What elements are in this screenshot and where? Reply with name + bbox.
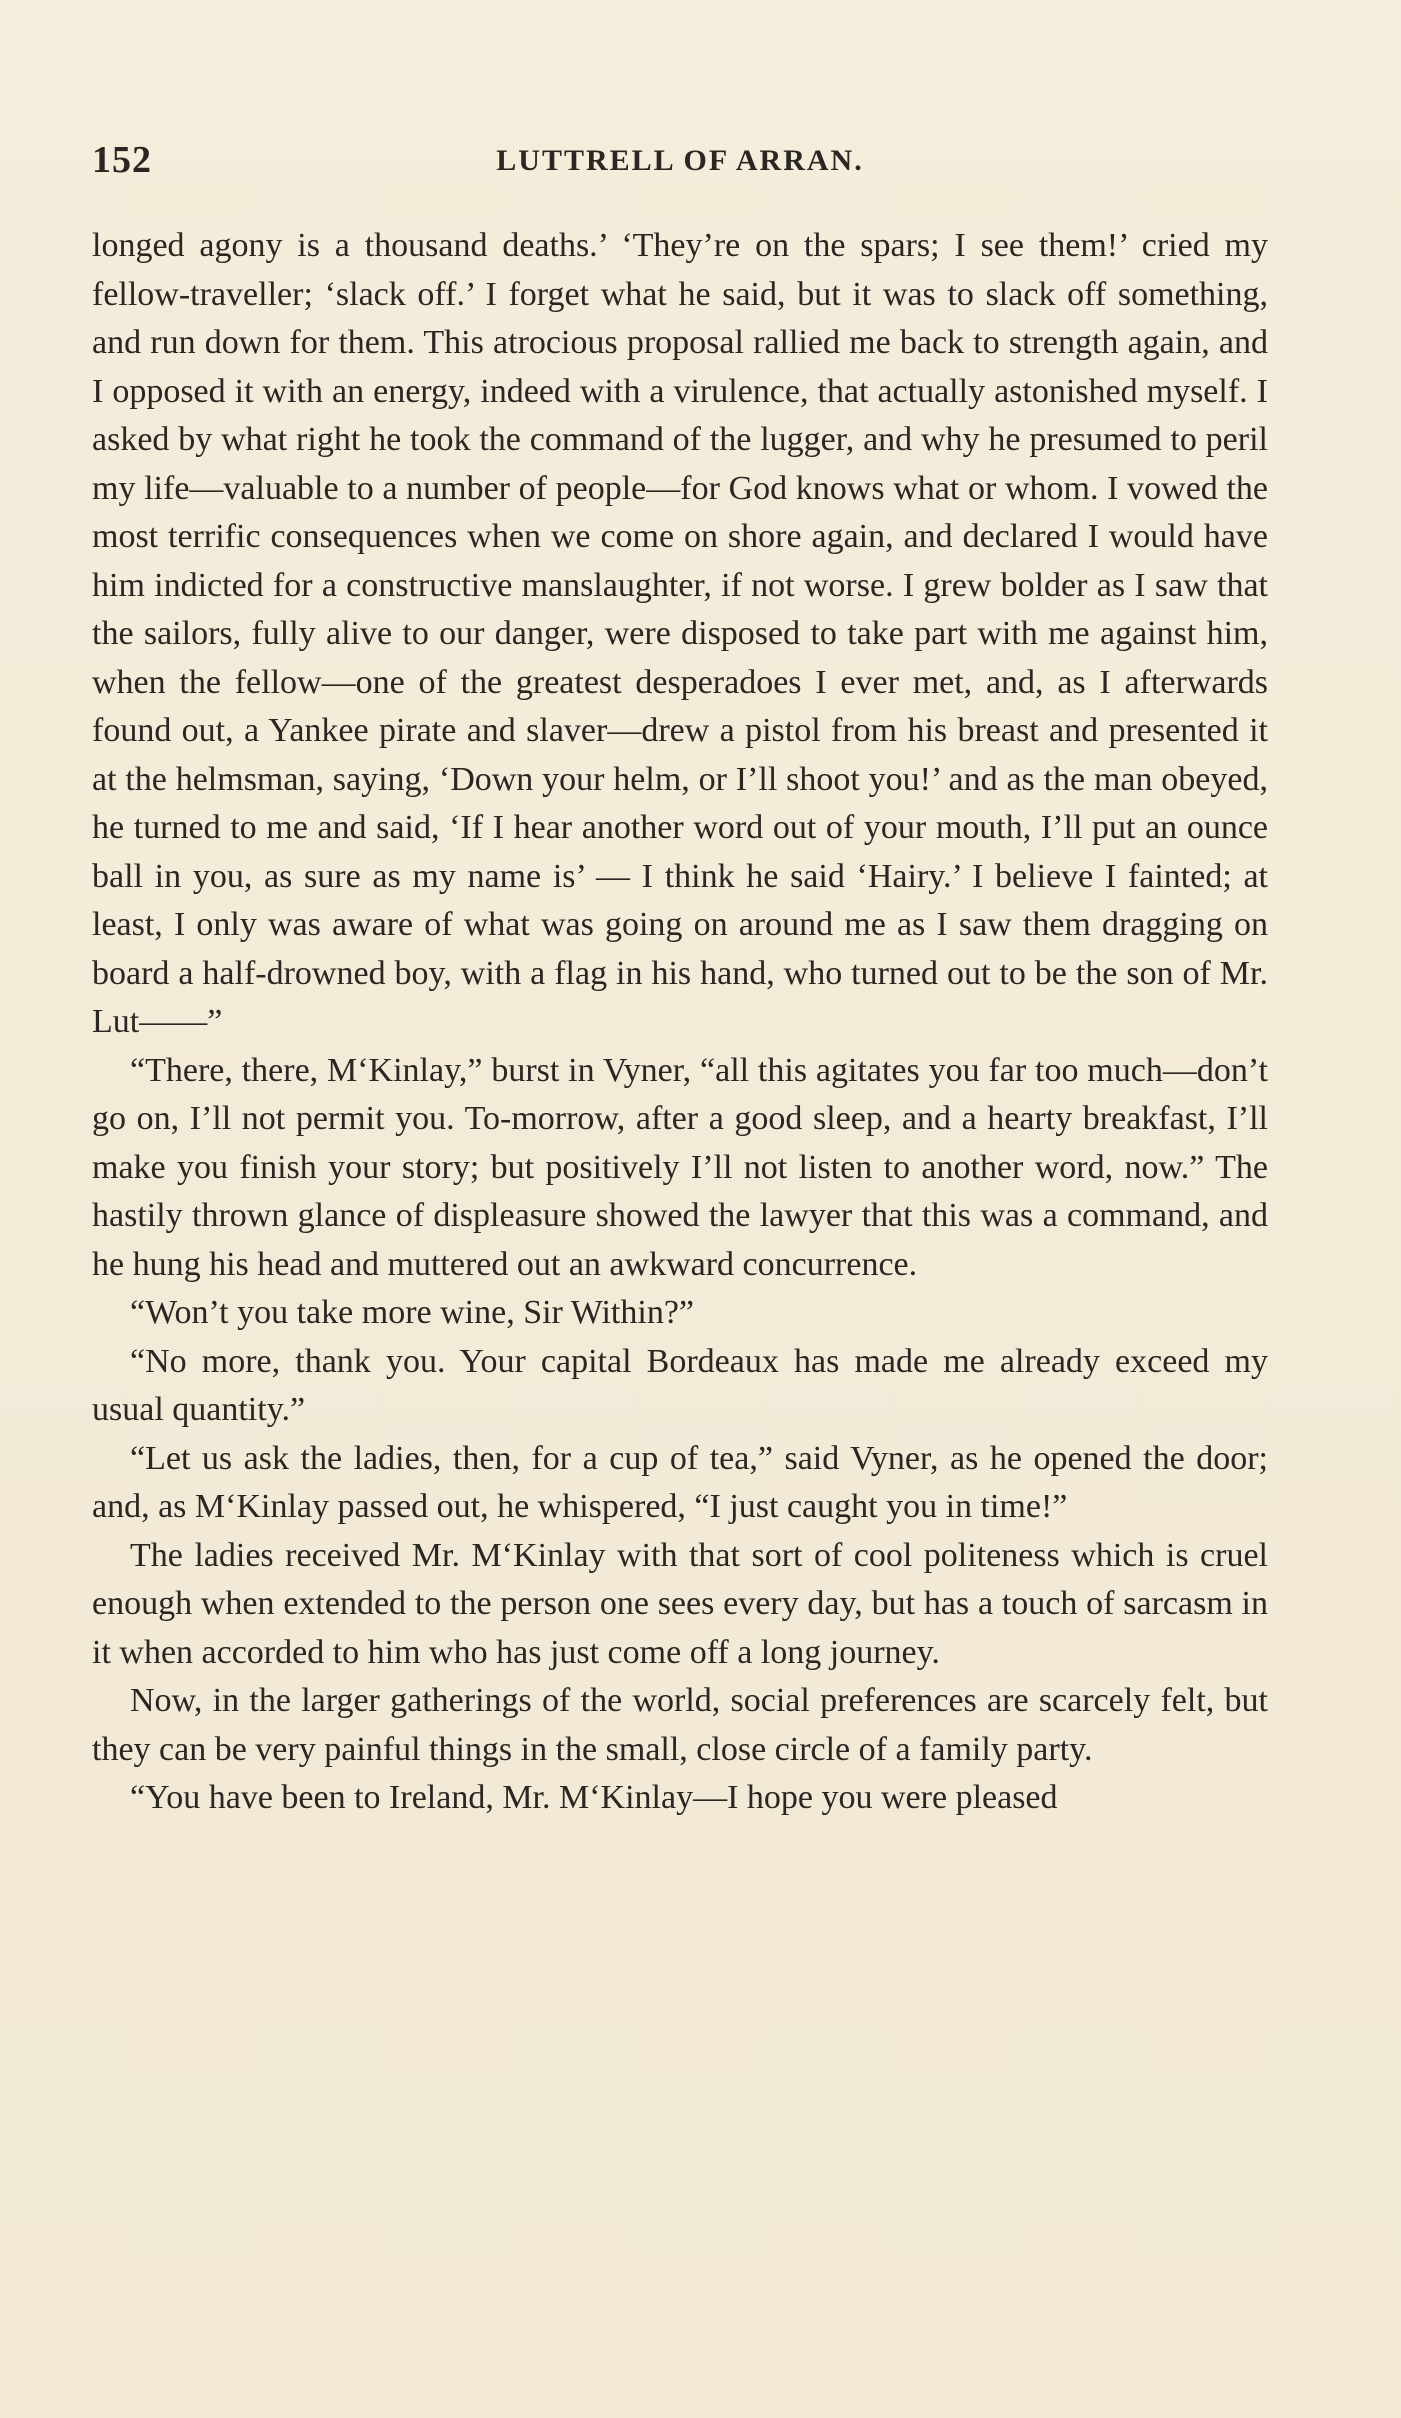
page-header bbox=[92, 138, 1268, 198]
paragraph: “Won’t you take more wine, Sir Within?” bbox=[130, 1294, 695, 1331]
paragraph: “Let us ask the ladies, then, for a cup of tea,” said Vyner, as he opened the door; and, as M‘Kinlay passed out, he whispered, “I just caught you in time!” bbox=[92, 1439, 1268, 1525]
paragraph: Now, in the larger gatherings of the world, social preferences are scarcely felt, but they can be very painful things in the small, close circle of a family party. bbox=[92, 1682, 1268, 1768]
page-number: 152 bbox=[92, 139, 152, 181]
paragraph: “You have been to Ireland, Mr. M‘Kinlay—I hope you were pleased bbox=[130, 1779, 1058, 1816]
running-title: LUTTRELL OF ARRAN. bbox=[496, 144, 864, 177]
paragraph: The ladies received Mr. M‘Kinlay with that sort of cool politeness which is cruel enough when extended to the person one sees every day, but has a touch of sarcasm in it when accorded to him who has just come off a long journey. bbox=[92, 1536, 1268, 1671]
body-text bbox=[92, 222, 1268, 1823]
paragraph: “There, there, M‘Kinlay,” burst in Vyner, “all this agitates you far too much—don’t go on, I’ll not permit you. To-morrow, after a good sleep, and a hearty breakfast, I’ll make you finish your story; but positively I’ll not listen to another word, now.” The hastily thrown glance of displeasure showed the lawyer that this was a command, and he hung his head and muttered out an awkward concurrence. bbox=[92, 1051, 1268, 1283]
paragraph: “No more, thank you. Your capital Bordeaux has made me already exceed my usual quantity.” bbox=[92, 1342, 1268, 1428]
paragraph: longed agony is a thousand deaths.’ ‘They’re on the spars; I see them!’ cried my fellow-traveller; ‘slack off.’ I forget what he said, but it was to slack off something, and run down for them. This atrocious proposal rallied me back to strength again, and I opposed it with an energy, indeed with a virulence, that actually astonished myself. I asked by what right he took the command of the lugger, and why he presumed to peril my life—valuable to a number of people—for God knows what or whom. I vowed the most terrific consequences when we come on shore again, and declared I would have him indicted for a constructive manslaughter, if not worse. I grew bolder as I saw that the sailors, fully alive to our danger, were disposed to take part with me against him, when the fellow—one of the greatest desperadoes I ever met, and, as I afterwards found out, a Yankee pirate and slaver—drew a pistol from his breast and presented it at the helmsman, saying, ‘Down your helm, or I’ll shoot you!’ and as the man obeyed, he turned to me and said, ‘If I hear another word out of your mouth, I’ll put an ounce ball in you, as sure as my name is’ — I think he said ‘Hairy.’ I believe I fainted; at least, I only was aware of what was going on around me as I saw them dragging on board a half-drowned boy, with a flag in his hand, who turned out to be the son of Mr. Lut——” bbox=[92, 227, 1268, 1040]
